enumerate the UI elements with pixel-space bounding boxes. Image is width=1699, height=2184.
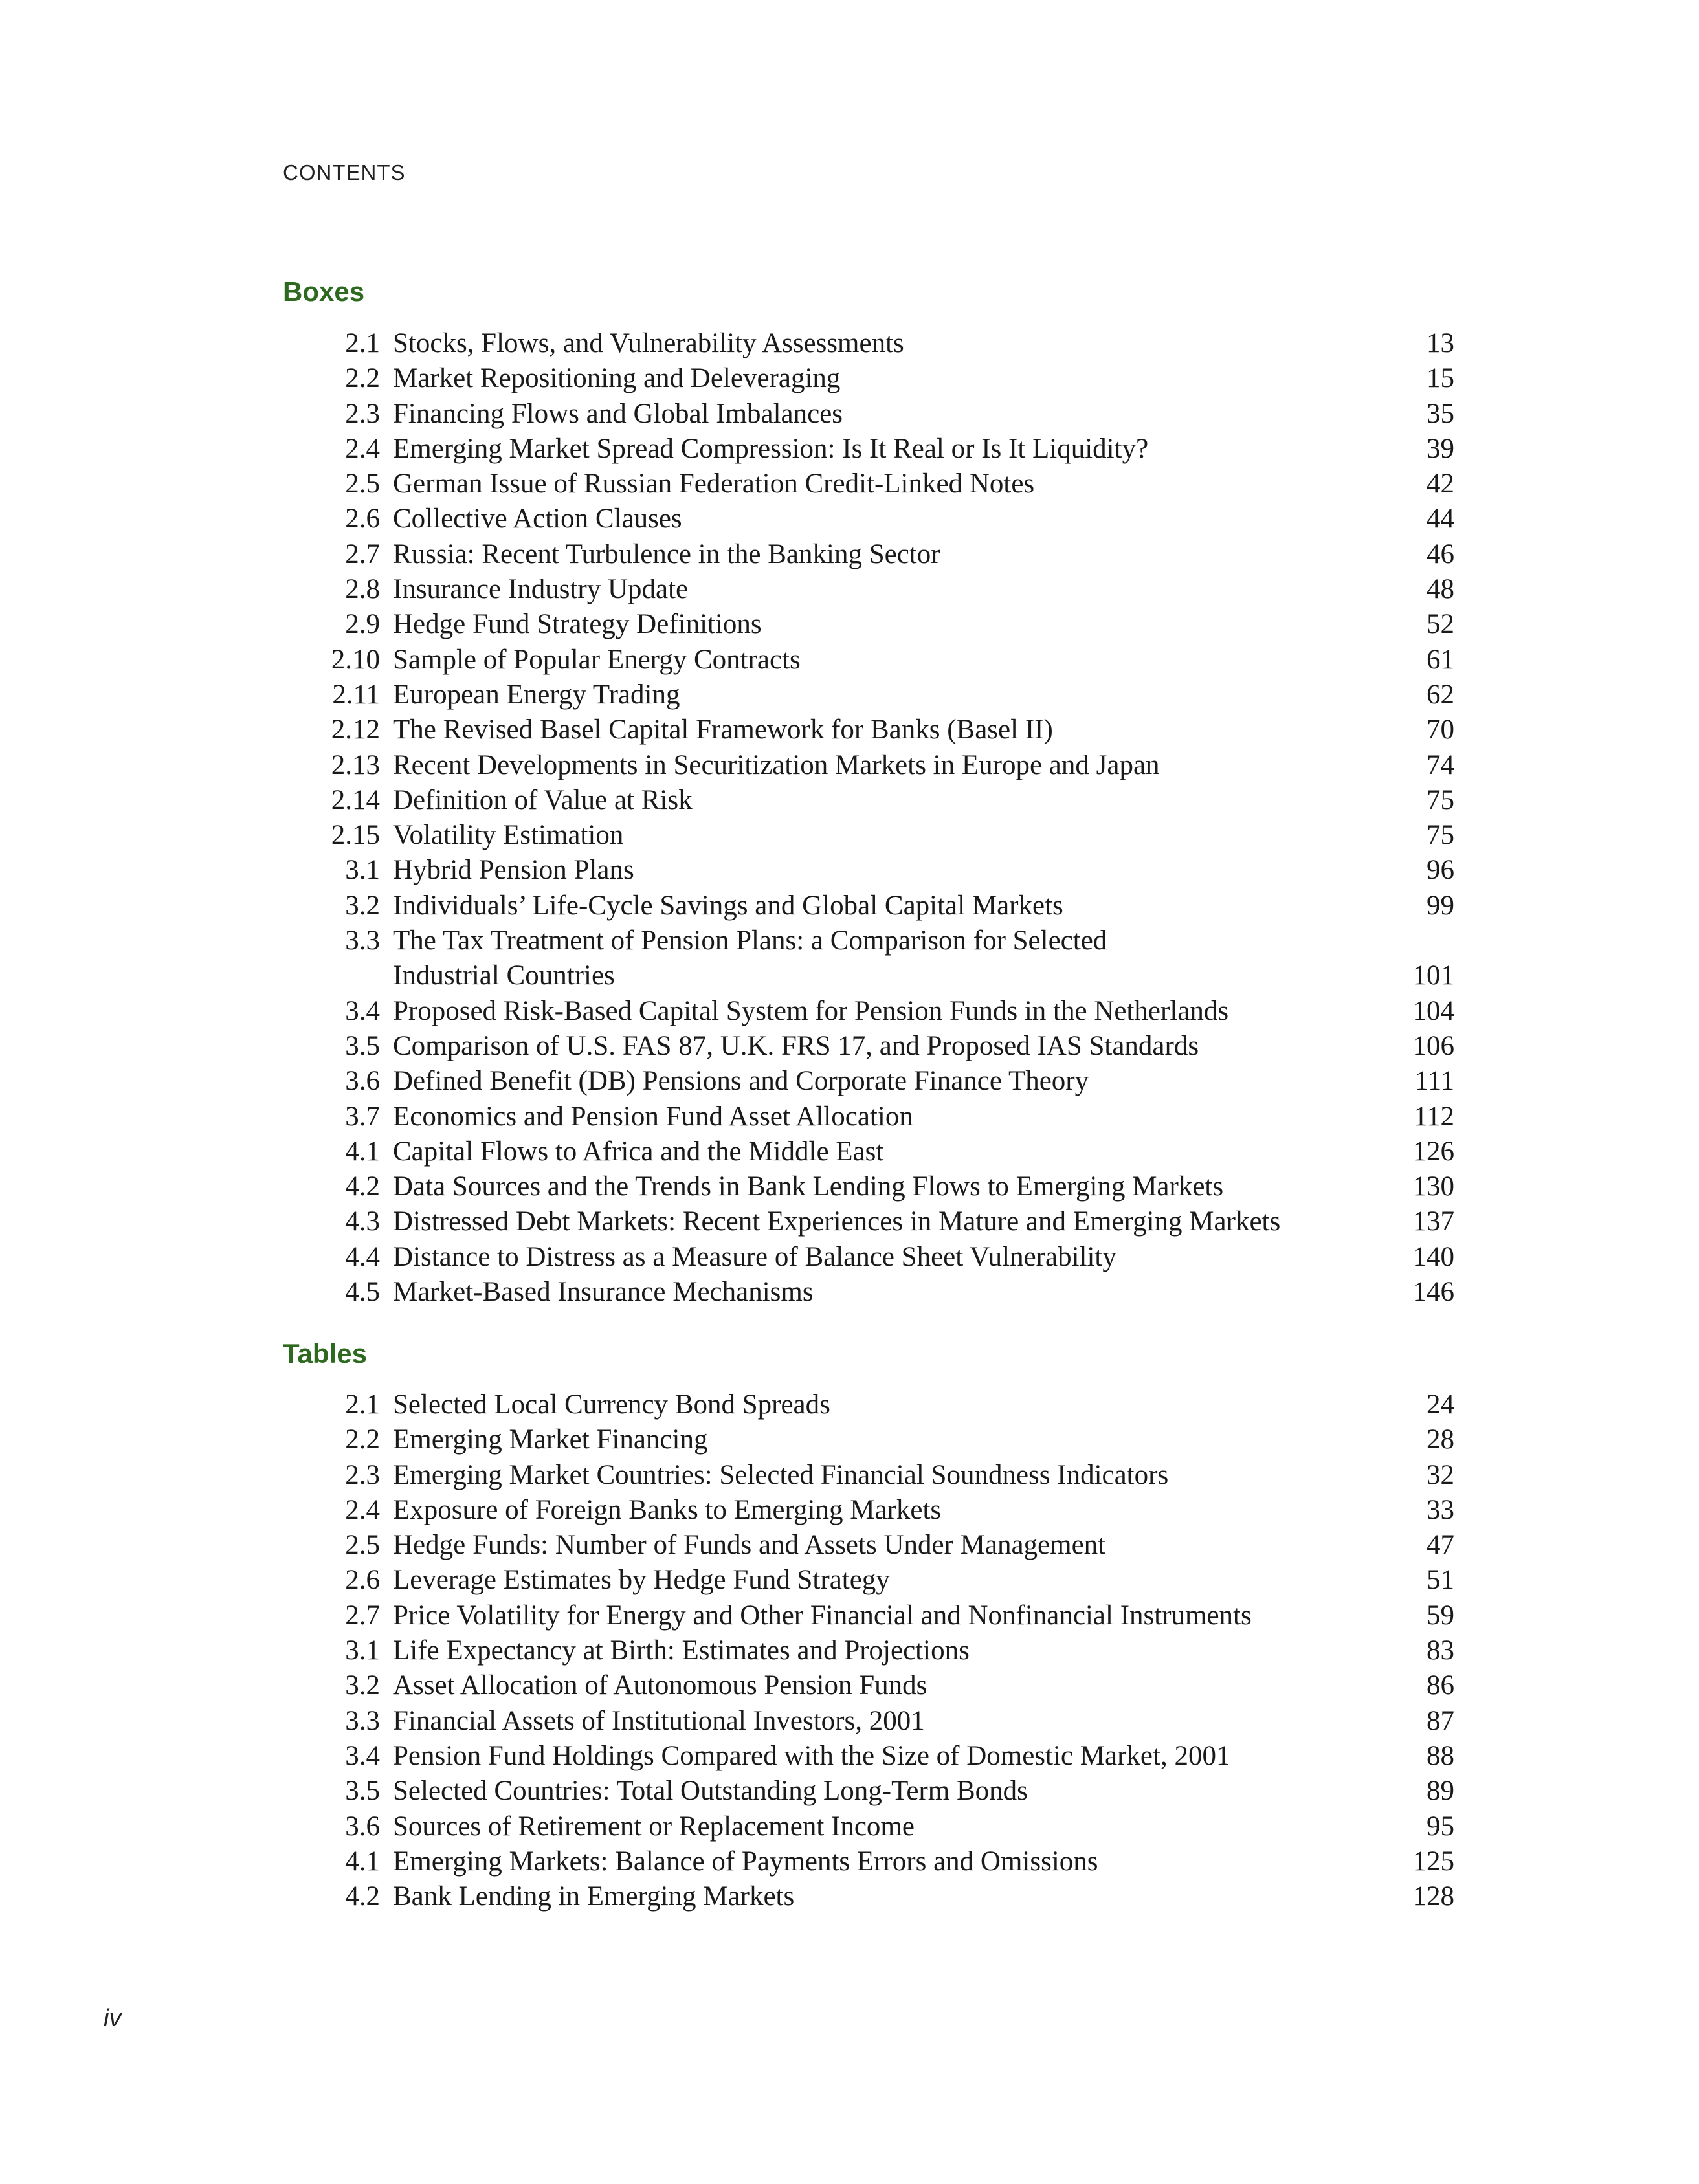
toc-entry-title-text: Financing Flows and Global Imbalances bbox=[393, 398, 843, 429]
toc-entry-page: 42 bbox=[1427, 469, 1454, 500]
toc-entry-number: 3.6 bbox=[345, 1811, 380, 1842]
toc-entry-title-text: Distressed Debt Markets: Recent Experiences in Mature and Emerging Markets bbox=[393, 1206, 1281, 1237]
toc-entry-number: 2.8 bbox=[345, 574, 380, 605]
toc-entry-page: 47 bbox=[1427, 1530, 1454, 1561]
toc-entry-title bbox=[393, 1029, 1377, 1064]
toc-entry-page: 86 bbox=[1427, 1670, 1454, 1701]
toc-entry-page: 75 bbox=[1427, 784, 1454, 815]
toc-entry-title-text: Price Volatility for Energy and Other Financial and Nonfinancial Instruments bbox=[393, 1600, 1252, 1631]
toc-entry-page: 59 bbox=[1427, 1600, 1454, 1631]
toc-entry bbox=[283, 1563, 1454, 1598]
toc-entry-title bbox=[393, 1563, 1377, 1598]
toc-entry-title-text: Capital Flows to Africa and the Middle East bbox=[393, 1136, 884, 1167]
toc-entry-title bbox=[393, 1493, 1377, 1528]
toc-entry-title-text: Distance to Distress as a Measure of Balance Sheet Vulnerability bbox=[393, 1241, 1116, 1272]
toc-entry-page: 111 bbox=[1414, 1066, 1454, 1097]
toc-entry-page: 140 bbox=[1412, 1241, 1454, 1272]
toc-entry-title-text: Defined Benefit (DB) Pensions and Corporate Finance Theory bbox=[393, 1066, 1089, 1097]
toc-entry-title bbox=[393, 783, 1377, 818]
toc-entry-number: 2.14 bbox=[331, 784, 380, 815]
toc-entry bbox=[283, 502, 1454, 536]
toc-entry-page: 130 bbox=[1412, 1171, 1454, 1202]
toc-entry-title bbox=[393, 1387, 1377, 1422]
toc-entry-number: 2.6 bbox=[345, 503, 380, 535]
toc-entry-number: 2.3 bbox=[345, 1459, 380, 1490]
toc-entry bbox=[283, 1064, 1454, 1099]
toc-entry bbox=[283, 1458, 1454, 1493]
toc-entry bbox=[283, 1099, 1454, 1134]
toc-entry bbox=[283, 361, 1454, 396]
toc-entry-title-text: Emerging Market Spread Compression: Is It Real or Is It Liquidity? bbox=[393, 433, 1149, 464]
toc-entry-title-text: Collective Action Clauses bbox=[393, 503, 682, 535]
toc-entry bbox=[283, 1598, 1454, 1633]
toc-entry-title bbox=[393, 397, 1377, 432]
toc-entry bbox=[283, 678, 1454, 712]
toc-entry bbox=[283, 1774, 1454, 1809]
toc-entry-title bbox=[393, 923, 1377, 994]
toc-entry-page: 15 bbox=[1427, 363, 1454, 394]
toc-entry bbox=[283, 1204, 1454, 1239]
toc-entry-title-text: Sample of Popular Energy Contracts bbox=[393, 644, 801, 675]
toc-entry-page: 87 bbox=[1427, 1705, 1454, 1736]
toc-entry-title-text: Selected Countries: Total Outstanding Long-Term Bonds bbox=[393, 1776, 1028, 1807]
toc-entry-title-text: Sources of Retirement or Replacement Income bbox=[393, 1811, 915, 1842]
toc-entry-title-text: The Revised Basel Capital Framework for Banks (Basel II) bbox=[393, 714, 1053, 745]
toc-entry-page: 32 bbox=[1427, 1459, 1454, 1490]
toc-entry-number: 3.1 bbox=[345, 855, 380, 886]
toc-entry bbox=[283, 783, 1454, 818]
toc-entry bbox=[283, 607, 1454, 642]
toc-entry bbox=[283, 853, 1454, 888]
toc-entry-title bbox=[393, 1204, 1377, 1239]
toc-entry-title-text: Stocks, Flows, and Vulnerability Assessments bbox=[393, 328, 904, 358]
toc-entry-title bbox=[393, 467, 1377, 502]
toc-entry-title-text: Russia: Recent Turbulence in the Banking Sector bbox=[393, 538, 940, 569]
toc-entry-page: 39 bbox=[1427, 433, 1454, 464]
toc-entry bbox=[283, 748, 1454, 783]
toc-entry-number: 2.1 bbox=[345, 328, 380, 358]
toc-entry-page: 112 bbox=[1414, 1101, 1454, 1132]
toc-entry-title-text: Hedge Fund Strategy Definitions bbox=[393, 609, 762, 640]
toc-entry-number: 2.2 bbox=[345, 1424, 380, 1455]
toc-entry-title-text: Hedge Funds: Number of Funds and Assets Under Management bbox=[393, 1530, 1106, 1561]
toc-entry bbox=[283, 1844, 1454, 1879]
toc-entry-number: 4.1 bbox=[345, 1846, 380, 1877]
toc-entry-number: 2.1 bbox=[345, 1389, 380, 1420]
toc-entry-title bbox=[393, 432, 1377, 467]
toc-entry-number: 2.6 bbox=[345, 1565, 380, 1596]
toc-entry-number: 3.7 bbox=[345, 1101, 380, 1132]
toc-entry-number: 3.2 bbox=[345, 890, 380, 921]
toc-entry-page: 89 bbox=[1427, 1776, 1454, 1807]
toc-entry-title-text: Bank Lending in Emerging Markets bbox=[393, 1881, 795, 1912]
toc-entry-page: 13 bbox=[1427, 328, 1454, 358]
toc-entry-page: 146 bbox=[1412, 1277, 1454, 1308]
toc-entry-title bbox=[393, 607, 1377, 642]
toc-entry bbox=[283, 994, 1454, 1029]
toc-entry-number: 3.3 bbox=[345, 925, 380, 956]
toc-entry-number: 4.1 bbox=[345, 1136, 380, 1167]
toc-entry bbox=[283, 818, 1454, 853]
toc-entry-number: 3.1 bbox=[345, 1635, 380, 1666]
toc-entry-title bbox=[393, 1704, 1377, 1739]
toc-entry-title bbox=[393, 888, 1377, 923]
toc-entry-title-text: Volatility Estimation bbox=[393, 820, 624, 851]
toc-entry-title bbox=[393, 1240, 1377, 1275]
toc-entry bbox=[283, 1739, 1454, 1774]
toc-entry-title bbox=[393, 1844, 1377, 1879]
toc-entry bbox=[283, 537, 1454, 572]
toc-entry bbox=[283, 467, 1454, 502]
toc-entry-title-text: Asset Allocation of Autonomous Pension Funds bbox=[393, 1670, 927, 1701]
toc-entry-title-text: Emerging Market Financing bbox=[393, 1424, 708, 1455]
toc-entry-number: 2.5 bbox=[345, 1530, 380, 1561]
toc-entry-title bbox=[393, 712, 1377, 747]
toc-entry-title-text: Financial Assets of Institutional Investors, 2001 bbox=[393, 1705, 925, 1736]
toc-entry-page: 52 bbox=[1427, 609, 1454, 640]
toc-entry-title-text: Proposed Risk-Based Capital System for Pension Funds in the Netherlands bbox=[393, 995, 1229, 1026]
toc-entry-title bbox=[393, 1099, 1377, 1134]
toc-entry-title-text: Emerging Markets: Balance of Payments Errors and Omissions bbox=[393, 1846, 1098, 1877]
toc-entry-number: 2.7 bbox=[345, 538, 380, 569]
toc-entry-title-text: Comparison of U.S. FAS 87, U.K. FRS 17, and Proposed IAS Standards bbox=[393, 1030, 1199, 1061]
toc-entry-number: 3.6 bbox=[345, 1066, 380, 1097]
toc-entry-number: 3.3 bbox=[345, 1705, 380, 1736]
toc-entry-title-text: Data Sources and the Trends in Bank Lending Flows to Emerging Markets bbox=[393, 1171, 1224, 1202]
toc-entry-number: 3.4 bbox=[345, 1740, 380, 1771]
toc-entry-page: 83 bbox=[1427, 1635, 1454, 1666]
toc-entry bbox=[283, 1422, 1454, 1457]
toc-entry-title bbox=[393, 502, 1377, 536]
toc-entry-page: 126 bbox=[1412, 1136, 1454, 1167]
toc-entry-page: 62 bbox=[1427, 679, 1454, 710]
toc-entry-title-text: Selected Local Currency Bond Spreads bbox=[393, 1389, 830, 1420]
toc-entry-title-text: Market-Based Insurance Mechanisms bbox=[393, 1277, 814, 1308]
toc-entry bbox=[283, 1275, 1454, 1310]
toc-entry-page: 137 bbox=[1412, 1206, 1454, 1237]
toc-entry bbox=[283, 1704, 1454, 1739]
toc-entry-page: 51 bbox=[1427, 1565, 1454, 1596]
toc-entry-number: 2.9 bbox=[345, 609, 380, 640]
toc-entry-title-text: The Tax Treatment of Pension Plans: a Comparison for Selected bbox=[393, 925, 1107, 956]
toc-entry-title bbox=[393, 1633, 1377, 1668]
toc-entry-title bbox=[393, 1809, 1377, 1844]
toc-entry-title bbox=[393, 326, 1377, 361]
toc-entry-title-text: Definition of Value at Risk bbox=[393, 784, 693, 815]
toc-entry bbox=[283, 326, 1454, 361]
toc-entry-title bbox=[393, 994, 1377, 1029]
toc-entry-page: 74 bbox=[1427, 749, 1454, 780]
toc-entry-page: 104 bbox=[1412, 995, 1454, 1026]
toc-entry-title-continuation: Industrial Countries bbox=[393, 960, 615, 991]
toc-entry-number: 2.10 bbox=[331, 644, 380, 675]
toc-entry-number: 2.2 bbox=[345, 363, 380, 394]
toc-entry-title bbox=[393, 643, 1377, 678]
toc-entry-page: 125 bbox=[1412, 1846, 1454, 1877]
toc-entry-page: 99 bbox=[1427, 890, 1454, 921]
toc-entry-number: 4.2 bbox=[345, 1881, 380, 1912]
boxes-list bbox=[283, 326, 1454, 1310]
toc-entry bbox=[283, 1493, 1454, 1528]
toc-entry-number: 4.5 bbox=[345, 1277, 380, 1308]
toc-entry-title-text: Recent Developments in Securitization Markets in Europe and Japan bbox=[393, 749, 1160, 780]
toc-entry-page: 35 bbox=[1427, 398, 1454, 429]
toc-entry bbox=[283, 1134, 1454, 1169]
toc-entry-page: 106 bbox=[1412, 1030, 1454, 1061]
toc-entry-number: 2.3 bbox=[345, 398, 380, 429]
toc-entry-page: 96 bbox=[1427, 855, 1454, 886]
toc-entry-title-text: Life Expectancy at Birth: Estimates and Projections bbox=[393, 1635, 970, 1666]
toc-entry-title bbox=[393, 1528, 1377, 1563]
toc-entry bbox=[283, 1528, 1454, 1563]
toc-entry-page: 95 bbox=[1427, 1811, 1454, 1842]
toc-entry-title-text: Individuals’ Life-Cycle Savings and Global Capital Markets bbox=[393, 890, 1063, 921]
toc-entry-title bbox=[393, 537, 1377, 572]
toc-entry-page: 28 bbox=[1427, 1424, 1454, 1455]
toc-entry-title bbox=[393, 1774, 1377, 1809]
toc-entry-title bbox=[393, 1422, 1377, 1457]
toc-entry-number: 3.4 bbox=[345, 995, 380, 1026]
toc-entry-title bbox=[393, 678, 1377, 712]
toc-entry-title-text: Economics and Pension Fund Asset Allocation bbox=[393, 1101, 913, 1132]
toc-entry-number: 4.3 bbox=[345, 1206, 380, 1237]
toc-entry bbox=[283, 923, 1454, 994]
toc-entry-page: 33 bbox=[1427, 1494, 1454, 1525]
toc-entry-page: 88 bbox=[1427, 1740, 1454, 1771]
page-number: iv bbox=[104, 2005, 122, 2032]
toc-entry-title-text: Emerging Market Countries: Selected Financial Soundness Indicators bbox=[393, 1459, 1169, 1490]
toc-entry-title-text: Hybrid Pension Plans bbox=[393, 855, 634, 886]
toc-entry-page: 70 bbox=[1427, 714, 1454, 745]
toc-entry bbox=[283, 572, 1454, 607]
toc-entry-title bbox=[393, 1598, 1377, 1633]
toc-entry-title bbox=[393, 1739, 1377, 1774]
toc-entry-title bbox=[393, 1668, 1377, 1703]
toc-entry-number: 2.7 bbox=[345, 1600, 380, 1631]
toc-entry-title bbox=[393, 1458, 1377, 1493]
toc-entry-page: 24 bbox=[1427, 1389, 1454, 1420]
toc-entry-page: 61 bbox=[1427, 644, 1454, 675]
toc-entry-number: 3.5 bbox=[345, 1776, 380, 1807]
toc-entry bbox=[283, 1668, 1454, 1703]
toc-entry-title-text: European Energy Trading bbox=[393, 679, 680, 710]
toc-entry bbox=[283, 1169, 1454, 1204]
toc-entry-title bbox=[393, 361, 1377, 396]
toc-entry-title bbox=[393, 1879, 1377, 1914]
tables-list bbox=[283, 1387, 1454, 1914]
toc-entry-page: 101 bbox=[1412, 960, 1454, 991]
toc-entry-page: 75 bbox=[1427, 820, 1454, 851]
toc-entry-title-text: Insurance Industry Update bbox=[393, 574, 689, 605]
toc-entry-number: 2.11 bbox=[332, 679, 380, 710]
toc-entry-number: 2.12 bbox=[331, 714, 380, 745]
toc-entry bbox=[283, 1879, 1454, 1914]
toc-entry bbox=[283, 643, 1454, 678]
toc-entry-title bbox=[393, 1064, 1377, 1099]
toc-entry bbox=[283, 397, 1454, 432]
toc-entry-title bbox=[393, 853, 1377, 888]
toc-entry-number: 4.2 bbox=[345, 1171, 380, 1202]
toc-entry-title bbox=[393, 1169, 1377, 1204]
toc-entry-title bbox=[393, 748, 1377, 783]
toc-entry bbox=[283, 432, 1454, 467]
toc-entry-title-text: Exposure of Foreign Banks to Emerging Markets bbox=[393, 1494, 942, 1525]
toc-entry-title bbox=[393, 1134, 1377, 1169]
toc-entry-title-text: Leverage Estimates by Hedge Fund Strategy bbox=[393, 1565, 890, 1596]
toc-entry bbox=[283, 1387, 1454, 1422]
toc-entry-page: 128 bbox=[1412, 1881, 1454, 1912]
toc-entry-number: 3.5 bbox=[345, 1030, 380, 1061]
toc-entry-number: 2.4 bbox=[345, 433, 380, 464]
toc-entry bbox=[283, 1633, 1454, 1668]
toc-entry-title bbox=[393, 572, 1377, 607]
toc-entry-number: 2.5 bbox=[345, 469, 380, 500]
toc-entry-number: 2.13 bbox=[331, 749, 380, 780]
toc-entry bbox=[283, 1240, 1454, 1275]
toc-entry-number: 2.4 bbox=[345, 1494, 380, 1525]
toc-entry-number: 4.4 bbox=[345, 1241, 380, 1272]
toc-entry bbox=[283, 888, 1454, 923]
toc-entry-title bbox=[393, 1275, 1377, 1310]
toc-entry-title-text: German Issue of Russian Federation Credit-Linked Notes bbox=[393, 469, 1035, 500]
toc-entry-title-text: Pension Fund Holdings Compared with the Size of Domestic Market, 2001 bbox=[393, 1740, 1230, 1771]
toc-entry-title-text: Market Repositioning and Deleveraging bbox=[393, 363, 841, 394]
toc-entry-page: 44 bbox=[1427, 503, 1454, 535]
toc-entry bbox=[283, 1809, 1454, 1844]
toc-entry-page: 48 bbox=[1427, 574, 1454, 605]
running-head: CONTENTS bbox=[283, 160, 406, 184]
tables-heading: Tables bbox=[283, 1338, 367, 1369]
toc-entry bbox=[283, 1029, 1454, 1064]
toc-entry-number: 3.2 bbox=[345, 1670, 380, 1701]
boxes-heading: Boxes bbox=[283, 276, 365, 307]
toc-entry-number: 2.15 bbox=[331, 820, 380, 851]
toc-entry-title bbox=[393, 818, 1377, 853]
toc-entry-page: 46 bbox=[1427, 538, 1454, 569]
toc-entry bbox=[283, 712, 1454, 747]
